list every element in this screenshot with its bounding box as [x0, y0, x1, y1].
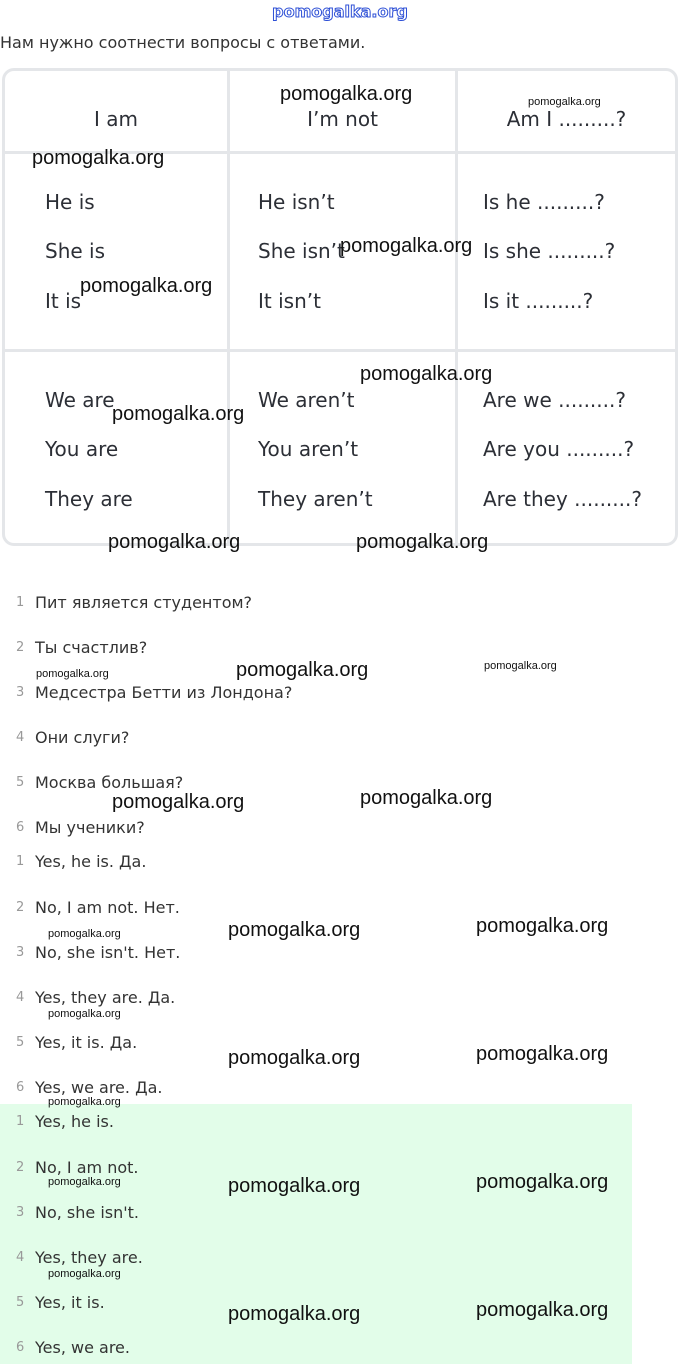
- header-question: Am I .........?: [506, 107, 627, 131]
- watermark: pomogalka.org: [476, 1043, 609, 1065]
- watermark: pomogalka.org: [476, 915, 609, 937]
- list-item: No, she isn't.: [35, 1203, 140, 1222]
- table-cell: Is she .........?: [483, 239, 616, 263]
- table-cell: Are they .........?: [483, 487, 642, 511]
- list-number: 4: [16, 730, 25, 745]
- list-item: Yes, we are.: [35, 1338, 130, 1357]
- list-item: Москва большая?: [35, 773, 184, 792]
- watermark: pomogalka.org: [476, 1299, 609, 1321]
- list-number: 1: [16, 1114, 25, 1129]
- watermark: pomogalka.org: [48, 1008, 121, 1020]
- list-number: 3: [16, 1205, 25, 1220]
- list-item: Они слуги?: [35, 728, 130, 747]
- list-item: No, I am not.: [35, 1158, 139, 1177]
- watermark: pomogalka.org: [360, 787, 493, 809]
- watermark: pomogalka.org: [48, 928, 121, 940]
- watermark: pomogalka.org: [280, 83, 413, 105]
- table-cell: They aren’t: [258, 487, 373, 511]
- list-item: Пит является студентом?: [35, 593, 253, 612]
- table-cell: It isn’t: [258, 289, 321, 313]
- watermark: pomogalka.org: [356, 531, 489, 553]
- table-cell: We are: [45, 388, 115, 412]
- table-cell: He is: [45, 190, 95, 214]
- watermark: pomogalka.org: [476, 1171, 609, 1193]
- list-item: Yes, they are. Да.: [35, 988, 176, 1007]
- watermark: pomogalka.org: [48, 1096, 121, 1108]
- watermark: pomogalka.org: [340, 235, 473, 257]
- watermark: pomogalka.org: [32, 147, 165, 169]
- table-cell: They are: [45, 487, 133, 511]
- list-number: 5: [16, 775, 25, 790]
- watermark: pomogalka.org: [112, 791, 245, 813]
- watermark: pomogalka.org: [528, 96, 601, 108]
- table-cell: Is it .........?: [483, 289, 594, 313]
- site-logo[interactable]: pomogalka.org: [272, 2, 408, 21]
- list-number: 2: [16, 640, 25, 655]
- table-cell: It is: [45, 289, 82, 313]
- table-cell: You are: [45, 437, 119, 461]
- watermark: pomogalka.org: [228, 1047, 361, 1069]
- list-item: Yes, they are.: [35, 1248, 143, 1267]
- watermark: pomogalka.org: [36, 668, 109, 680]
- list-number: 1: [16, 854, 25, 869]
- watermark: pomogalka.org: [236, 659, 369, 681]
- watermark: pomogalka.org: [228, 919, 361, 941]
- list-number: 6: [16, 1080, 25, 1095]
- table-cell: He isn’t: [258, 190, 335, 214]
- watermark: pomogalka.org: [484, 660, 557, 672]
- table-cell: She is: [45, 239, 106, 263]
- list-item: Yes, he is.: [35, 1112, 114, 1131]
- table-cell: Is he .........?: [483, 190, 605, 214]
- table-cell: She isn’t: [258, 239, 345, 263]
- header-negative: I’m not: [307, 107, 378, 131]
- watermark: pomogalka.org: [48, 1176, 121, 1188]
- list-number: 4: [16, 990, 25, 1005]
- header-affirmative: I am: [94, 107, 138, 131]
- list-item: Yes, we are. Да.: [35, 1078, 163, 1097]
- table-divider: [455, 71, 458, 543]
- list-number: 3: [16, 945, 25, 960]
- watermark: pomogalka.org: [228, 1175, 361, 1197]
- list-number: 2: [16, 1160, 25, 1175]
- table-divider: [227, 71, 230, 543]
- list-item: Yes, he is. Да.: [35, 852, 147, 871]
- list-item: Мы ученики?: [35, 818, 145, 837]
- watermark: pomogalka.org: [360, 363, 493, 385]
- list-number: 6: [16, 820, 25, 835]
- table-cell: You aren’t: [258, 437, 359, 461]
- watermark: pomogalka.org: [80, 275, 213, 297]
- list-item: Ты счастлив?: [35, 638, 148, 657]
- grammar-table: [2, 68, 678, 546]
- list-number: 5: [16, 1035, 25, 1050]
- watermark: pomogalka.org: [108, 531, 241, 553]
- list-item: No, she isn't. Нет.: [35, 943, 181, 962]
- table-divider: [5, 349, 675, 352]
- list-number: 5: [16, 1295, 25, 1310]
- table-cell: We aren’t: [258, 388, 355, 412]
- list-number: 2: [16, 900, 25, 915]
- list-number: 4: [16, 1250, 25, 1265]
- list-item: No, I am not. Нет.: [35, 898, 180, 917]
- watermark: pomogalka.org: [112, 403, 245, 425]
- list-item: Yes, it is.: [35, 1293, 105, 1312]
- list-item: Медсестра Бетти из Лондона?: [35, 683, 293, 702]
- table-cell: Are we .........?: [483, 388, 626, 412]
- list-number: 1: [16, 595, 25, 610]
- watermark: pomogalka.org: [48, 1268, 121, 1280]
- watermark: pomogalka.org: [228, 1303, 361, 1325]
- intro-text: Нам нужно соотнести вопросы с ответами.: [0, 33, 366, 52]
- list-item: Yes, it is. Да.: [35, 1033, 138, 1052]
- table-cell: Are you .........?: [483, 437, 635, 461]
- list-number: 3: [16, 685, 25, 700]
- list-number: 6: [16, 1340, 25, 1355]
